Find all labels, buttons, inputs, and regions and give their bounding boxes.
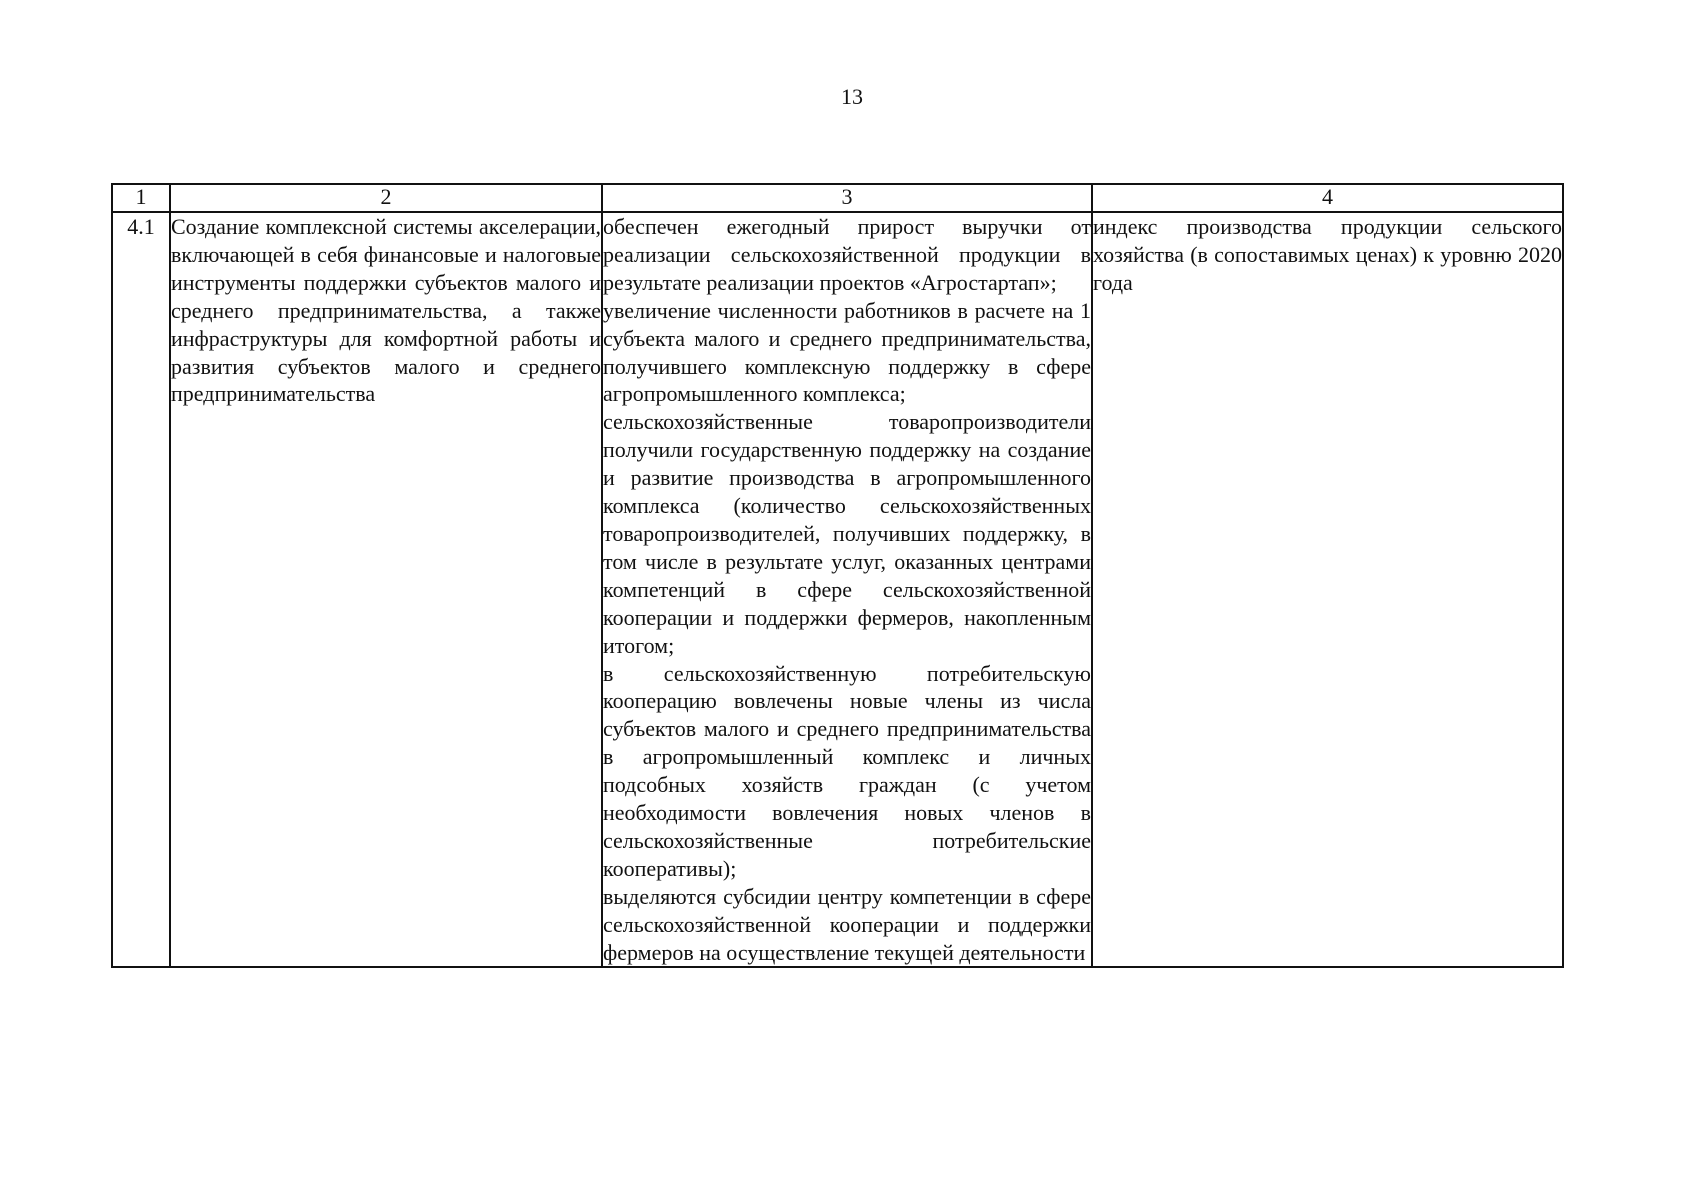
indicator-text: индекс производства продукции сельского хозяйства (в сопоставимых ценах) к уровню 2020 года xyxy=(1093,214,1562,295)
column-header-3: 3 xyxy=(602,184,1092,212)
document-table xyxy=(111,183,1564,968)
table-row xyxy=(112,212,1563,967)
column-header-1: 1 xyxy=(112,184,170,212)
result-item: сельскохозяйственные товаропроизводители получили государственную поддержку на создание и развитие производства в агропромышленного комплекса (количество сельскохозяйственных товаропроизводителей, получивших поддержку, в том числе в результате услуг, оказанных центрами компетенций в сфере сельскохозяйственной кооперации и поддержки фермеров, накопленным итогом; xyxy=(603,409,1091,658)
column-header-4: 4 xyxy=(1092,184,1563,212)
column-header-2: 2 xyxy=(170,184,602,212)
result-item: в сельскохозяйственную потребительскую кооперацию вовлечены новые члены из числа субъектов малого и среднего предпринимательства в агропромышленный комплекс и личных подсобных хозяйств граждан (с учетом необходимости вовлечения новых членов в сельскохозяйственные потребительские кооперативы); xyxy=(603,660,1091,881)
indicator-cell xyxy=(1092,212,1563,967)
result-item: увеличение численности работников в расчете на 1 субъекта малого и среднего предпринимательства, получившего комплексную поддержку в сфере агропромышленного комплекса; xyxy=(603,297,1091,407)
row-number-cell: 4.1 xyxy=(112,212,170,967)
result-item: выделяются субсидии центру компетенции в сфере сельскохозяйственной кооперации и поддержки фермеров на осуществление текущей деятельности xyxy=(603,883,1091,965)
task-cell xyxy=(170,212,602,967)
results-cell xyxy=(602,212,1092,967)
page-number: 13 xyxy=(841,84,863,109)
task-text: Создание комплексной системы акселерации, включающей в себя финансовые и налоговые инструменты поддержки субъектов малого и среднего предпринимательства, а также инфраструктуры для комфортной работы и развития субъектов малого и среднего предпринимательства xyxy=(171,214,601,407)
result-item: обеспечен ежегодный прирост выручки от реализации сельскохозяйственной продукции в результате реализации проектов «Агростартап»; xyxy=(603,214,1091,295)
table-header-row xyxy=(112,184,1563,212)
